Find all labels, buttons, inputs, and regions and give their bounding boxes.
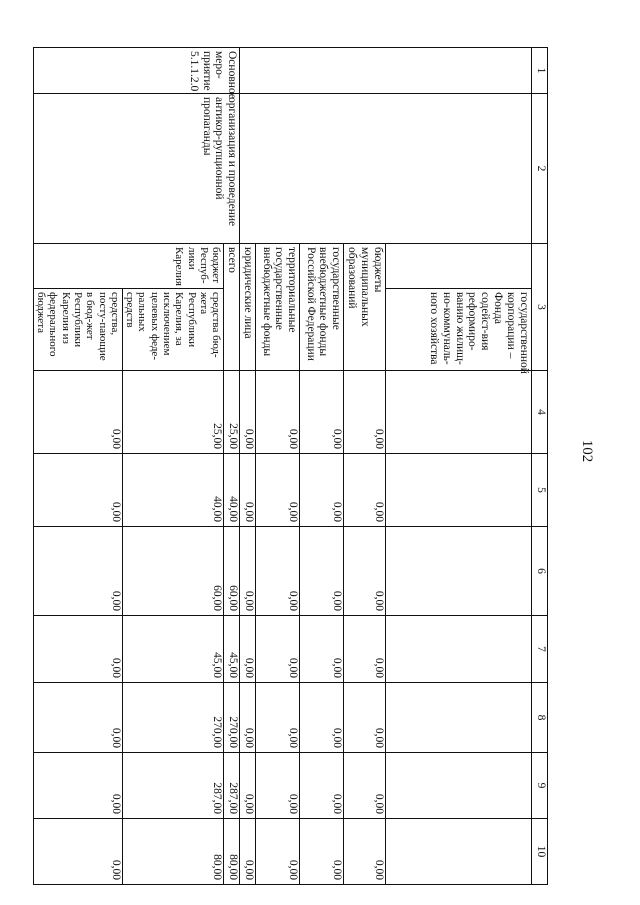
value-cell: 0,00 <box>240 454 256 527</box>
header-col-4: 4 <box>532 371 548 454</box>
value-cell: 0,00 <box>256 683 300 753</box>
value-cell: 0,00 <box>344 454 386 527</box>
value-cell: 0,00 <box>300 753 344 819</box>
budget-subsource: средства, посту-пающие в бюд-жет Республики Карелия из федерального бюджета <box>33 289 122 371</box>
funding-source: государственные внебюджетные фонды Российской Федерации <box>300 244 344 371</box>
value-cell <box>386 753 532 819</box>
table-row <box>224 48 240 885</box>
budget-subsource: средства бюд-жета Республики Карелия, за исключением целевых феде-ральных средств <box>122 289 224 371</box>
value-cell: 0,00 <box>33 527 122 616</box>
header-col-5: 5 <box>532 454 548 527</box>
budget-label: бюджет Респуб-лики Карелия <box>33 244 224 289</box>
value-cell: 0,00 <box>33 371 122 454</box>
value-cell: 0,00 <box>344 683 386 753</box>
header-col-7: 7 <box>532 616 548 683</box>
value-cell: 0,00 <box>344 371 386 454</box>
header-col-3: 3 <box>532 244 548 371</box>
header-col-9: 9 <box>532 753 548 819</box>
value-cell: 45,00 <box>122 616 224 683</box>
document-table-frame <box>35 47 548 884</box>
header-col-6: 6 <box>532 527 548 616</box>
total-value: 270,00 <box>224 683 240 753</box>
value-cell: 0,00 <box>300 819 344 885</box>
value-cell <box>386 371 532 454</box>
header-col-2: 2 <box>532 94 548 244</box>
value-cell: 0,00 <box>300 454 344 527</box>
budget-table <box>33 47 548 885</box>
value-cell: 0,00 <box>240 753 256 819</box>
value-cell: 0,00 <box>256 616 300 683</box>
total-value: 80,00 <box>224 819 240 885</box>
value-cell: 0,00 <box>256 753 300 819</box>
empty-source-spacer <box>386 244 532 289</box>
page-number: 102 <box>579 439 595 463</box>
header-col-10: 10 <box>532 819 548 885</box>
total-value: 287,00 <box>224 753 240 819</box>
value-cell: 0,00 <box>256 527 300 616</box>
value-cell: 0,00 <box>344 819 386 885</box>
value-cell: 0,00 <box>256 371 300 454</box>
value-cell <box>386 454 532 527</box>
empty-code-cell <box>240 48 532 94</box>
funding-source: бюджеты муниципальных образований <box>344 244 386 371</box>
header-col-1: 1 <box>532 48 548 94</box>
value-cell: 0,00 <box>344 527 386 616</box>
total-value: 40,00 <box>224 454 240 527</box>
value-cell: 0,00 <box>256 454 300 527</box>
value-cell: 0,00 <box>240 819 256 885</box>
funding-source: территориальные государственные внебюджетные фонды <box>256 244 300 371</box>
value-cell: 0,00 <box>240 527 256 616</box>
value-cell: 0,00 <box>33 616 122 683</box>
value-cell: 0,00 <box>33 819 122 885</box>
total-label: всего <box>224 244 240 371</box>
value-cell: 0,00 <box>240 683 256 753</box>
value-cell: 0,00 <box>344 753 386 819</box>
rotated-page <box>35 47 548 884</box>
funding-source: юридические лица <box>240 244 256 371</box>
event-title: организация и проведение антикор-рупционной пропаганды <box>33 94 240 244</box>
value-cell: 270,00 <box>122 683 224 753</box>
header-col-8: 8 <box>532 683 548 753</box>
value-cell: 0,00 <box>300 527 344 616</box>
value-cell: 0,00 <box>256 819 300 885</box>
value-cell: 0,00 <box>240 616 256 683</box>
value-cell <box>386 683 532 753</box>
total-value: 60,00 <box>224 527 240 616</box>
value-cell: 0,00 <box>33 683 122 753</box>
funding-source: государственной корпорации – Фонда содейст-вия реформиро-ванию жилищ-но-коммуналь-ного хозяйства <box>386 289 532 371</box>
value-cell: 80,00 <box>122 819 224 885</box>
value-cell: 287,00 <box>122 753 224 819</box>
value-cell: 0,00 <box>33 753 122 819</box>
empty-title-cell <box>240 94 532 244</box>
total-value: 45,00 <box>224 616 240 683</box>
value-cell: 0,00 <box>344 616 386 683</box>
value-cell: 0,00 <box>300 371 344 454</box>
value-cell: 0,00 <box>240 371 256 454</box>
value-cell: 25,00 <box>122 371 224 454</box>
value-cell <box>386 527 532 616</box>
value-cell: 0,00 <box>33 454 122 527</box>
table-row <box>386 48 532 885</box>
value-cell: 0,00 <box>300 616 344 683</box>
event-code: Основное меро-приятие 5.1.1.2.0 <box>33 48 240 94</box>
value-cell <box>386 616 532 683</box>
value-cell: 40,00 <box>122 454 224 527</box>
total-value: 25,00 <box>224 371 240 454</box>
header-row <box>532 48 548 885</box>
value-cell <box>386 819 532 885</box>
value-cell: 0,00 <box>300 683 344 753</box>
value-cell: 60,00 <box>122 527 224 616</box>
